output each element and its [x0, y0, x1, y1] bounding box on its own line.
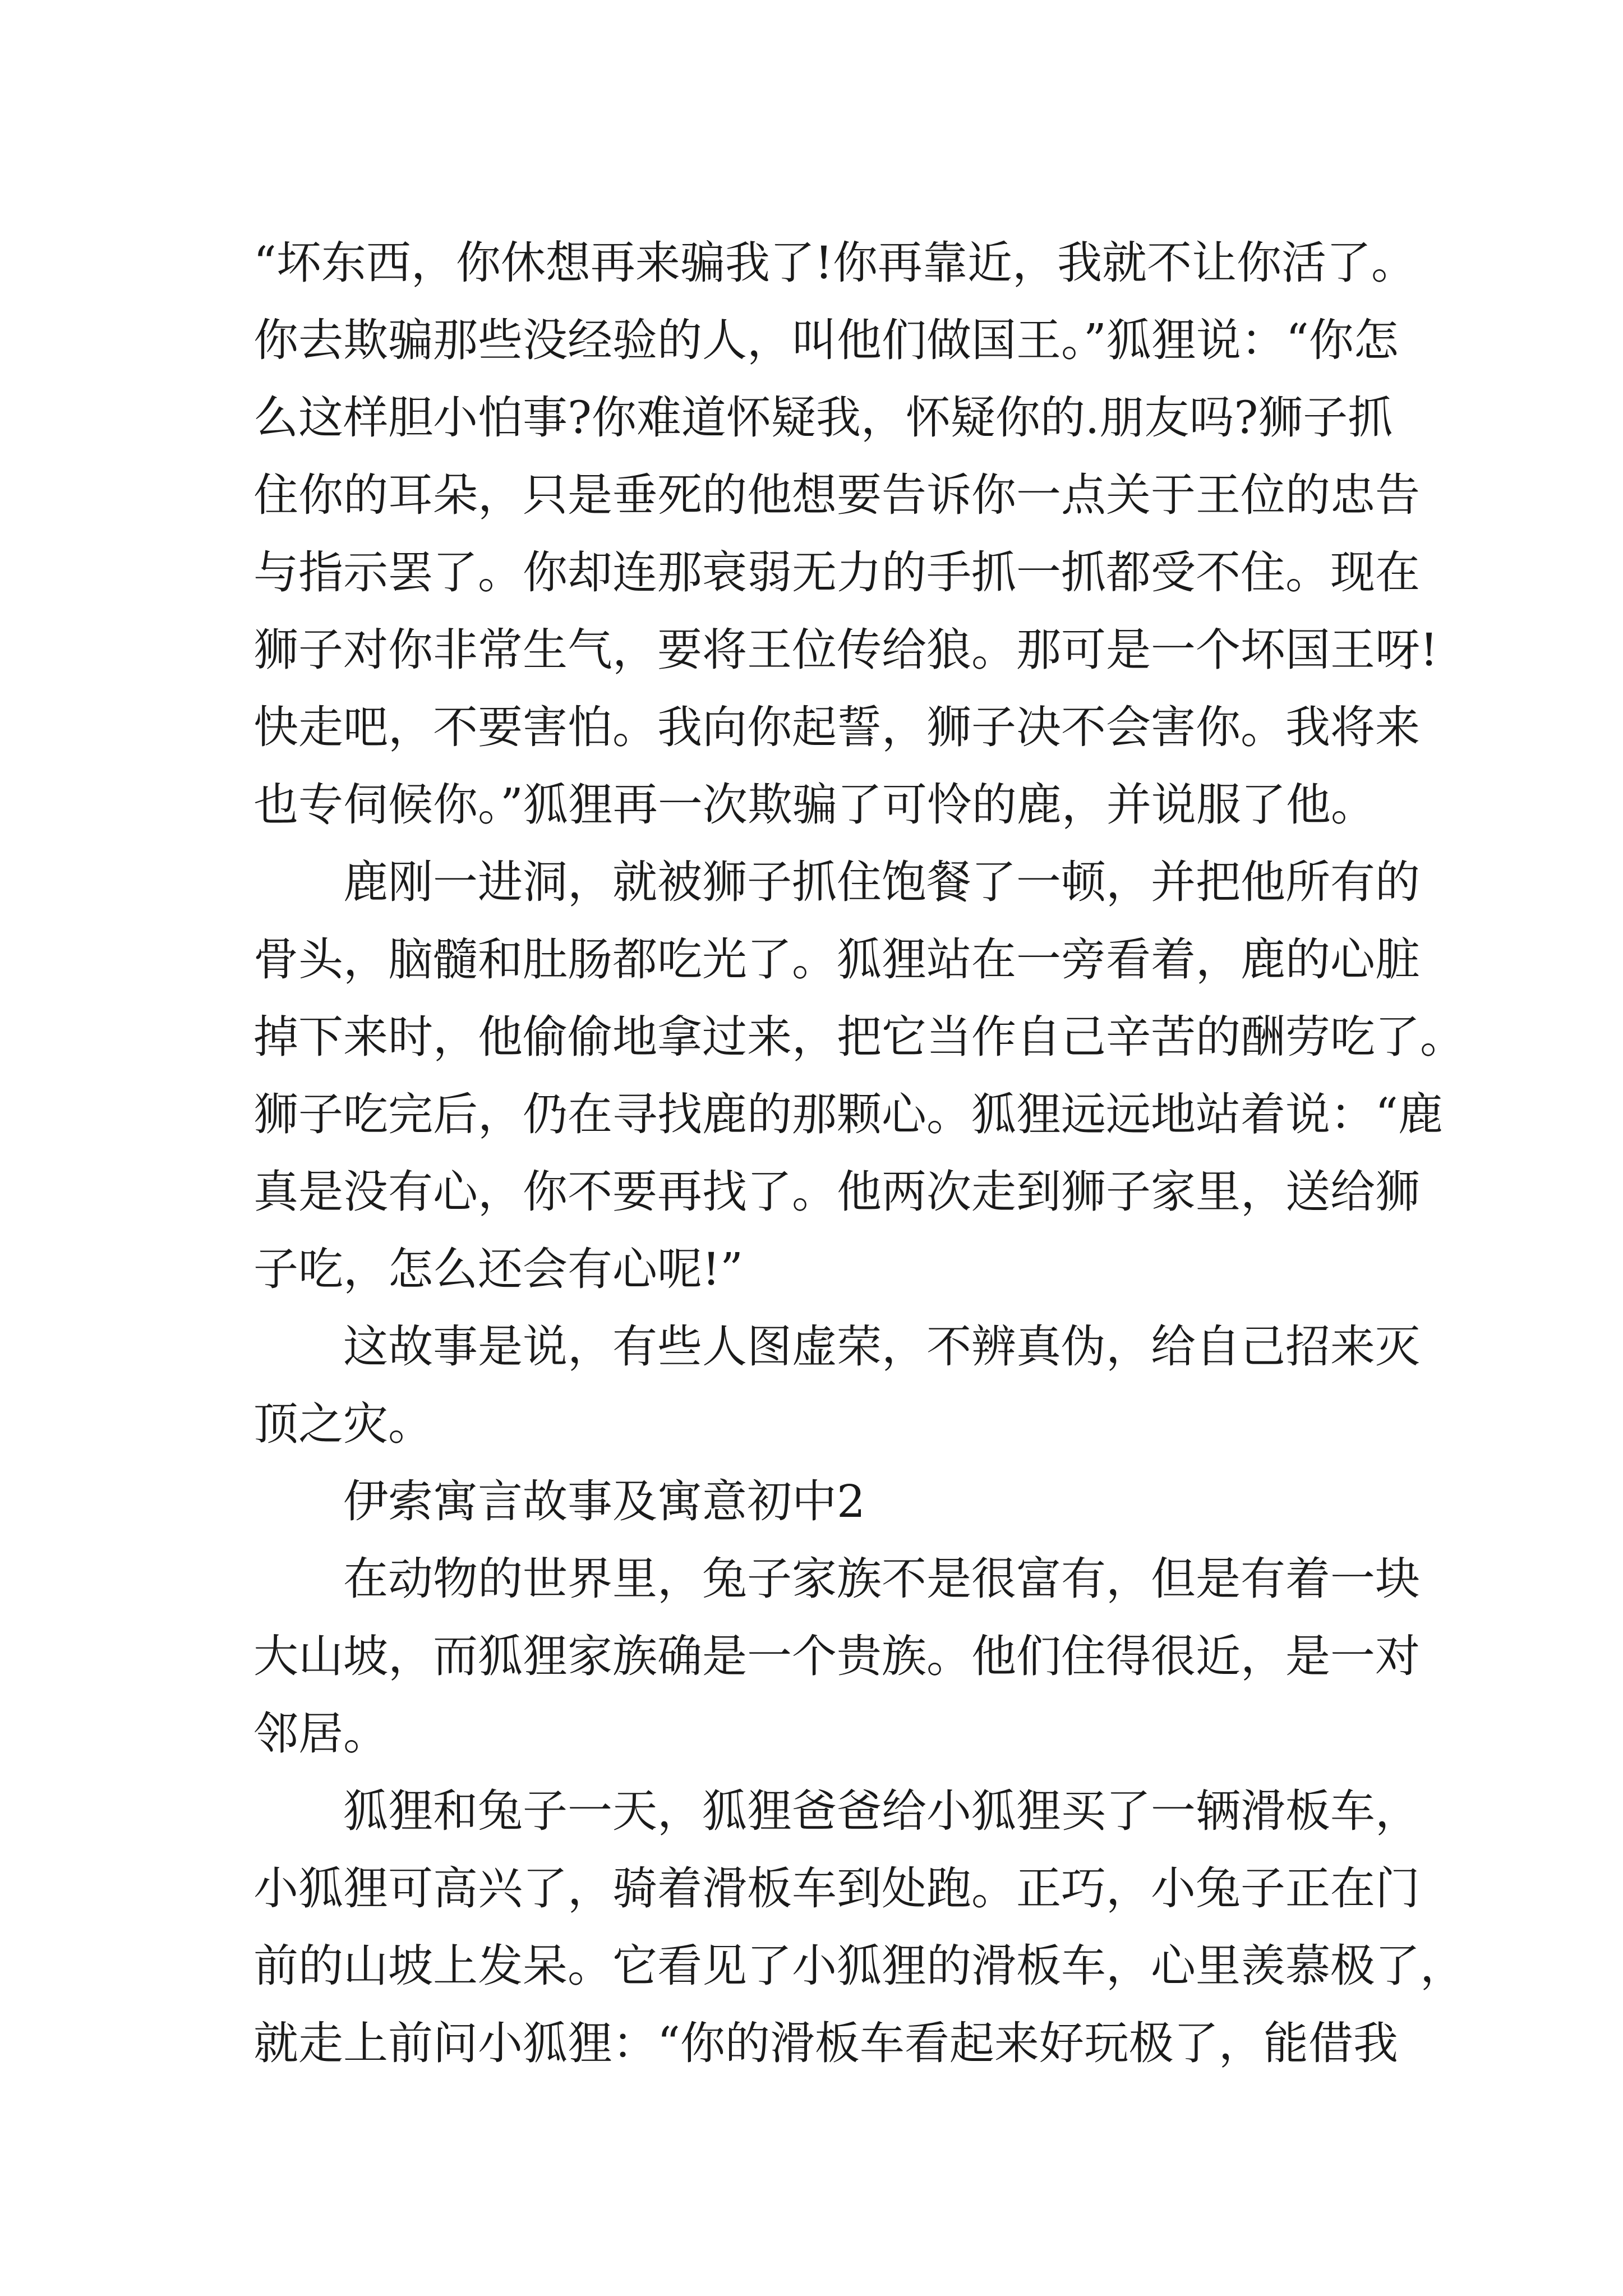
paragraph-start-line: 在动物的世界里，兔子家族不是很富有，但是有着一块 [343, 1553, 1420, 1605]
text-line: 就走上前问小狐狸：“你的滑板车看起来好玩极了，能借我 [253, 2017, 1398, 2069]
text-line: 小狐狸可高兴了，骑着滑板车到处跑。正巧，小兔子正在门 [253, 1862, 1420, 1915]
text-line: 也专伺候你。”狐狸再一次欺骗了可怜的鹿，并说服了他。 [253, 779, 1376, 831]
text-line: 快走吧，不要害怕。我向你起誓，狮子决不会害你。我将来 [253, 701, 1420, 753]
document-body [253, 224, 1465, 2082]
text-line: 邻居。 [253, 1708, 388, 1760]
text-line: “坏东西，你休想再来骗我了!你再靠近，我就不让你活了。 [253, 237, 1417, 289]
paragraph-start-line: 狐狸和兔子一天，狐狸爸爸给小狐狸买了一辆滑板车， [343, 1785, 1420, 1837]
text-line: 狮子对你非常生气，要将王位传给狼。那可是一个坏国王呀! [253, 624, 1438, 676]
text-line: 你去欺骗那些没经验的人，叫他们做国王。”狐狸说：“你怎 [253, 314, 1399, 366]
text-line: 与指示罢了。你却连那衰弱无力的手抓一抓都受不住。现在 [253, 546, 1420, 599]
text-line: 子吃，怎么还会有心呢!” [253, 1243, 744, 1295]
text-line: 狮子吃完后，仍在寻找鹿的那颗心。狐狸远远地站着说：“鹿 [253, 1088, 1443, 1140]
text-line: 真是没有心，你不要再找了。他两次走到狮子家里，送给狮 [253, 1166, 1420, 1218]
text-line: 大山坡，而狐狸家族确是一个贵族。他们住得很近，是一对 [253, 1630, 1420, 1682]
text-line: 住你的耳朵，只是垂死的他想要告诉你一点关于王位的忠告 [253, 469, 1420, 521]
text-line: 掉下来时，他偷偷地拿过来，把它当作自己辛苦的酬劳吃了。 [253, 1011, 1465, 1063]
text-line: 顶之灾。 [253, 1398, 433, 1450]
paragraph-start-line: 这故事是说，有些人图虚荣，不辨真伪，给自己招来灭 [343, 1320, 1420, 1373]
text-line: 骨头，脑髓和肚肠都吃光了。狐狸站在一旁看着，鹿的心脏 [253, 933, 1420, 986]
section-heading: 伊索寓言故事及寓意初中2 [343, 1475, 865, 1527]
text-line: 么这样胆小怕事?你难道怀疑我，怀疑你的.朋友吗?狮子抓 [253, 392, 1393, 444]
paragraph-start-line: 鹿刚一进洞，就被狮子抓住饱餐了一顿，并把他所有的 [343, 856, 1420, 908]
text-line: 前的山坡上发呆。它看见了小狐狸的滑板车，心里羡慕极了， [253, 1940, 1465, 1992]
